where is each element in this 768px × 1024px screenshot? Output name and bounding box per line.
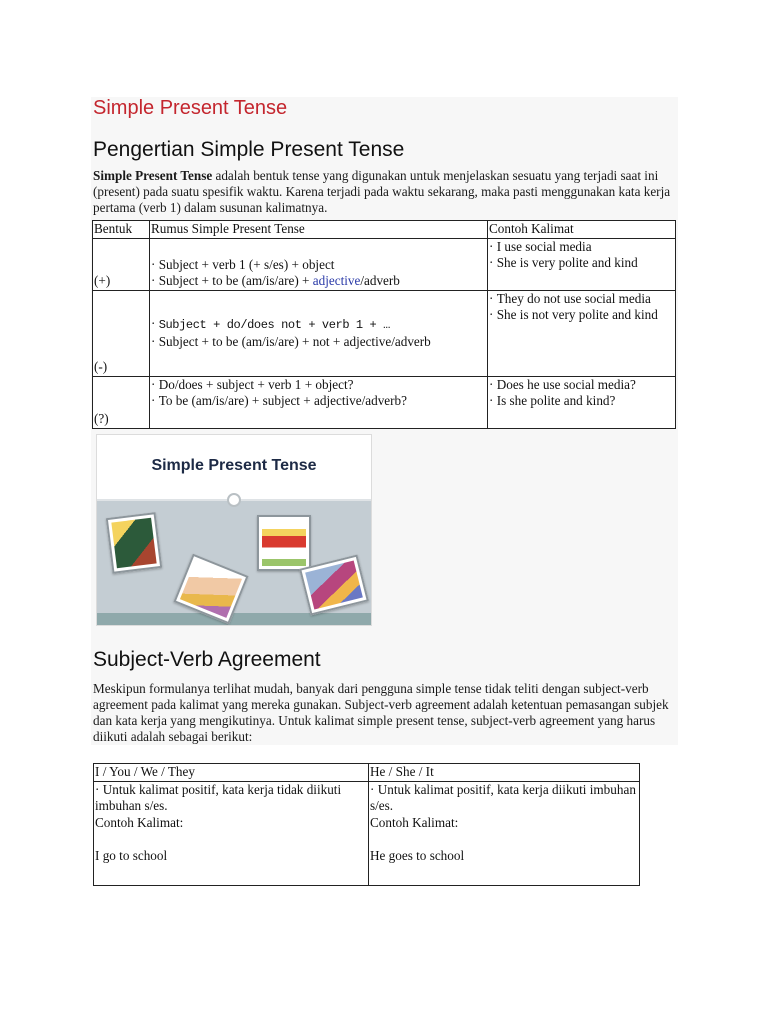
formula-text: Subject + to be (am/is/are) + bbox=[158, 273, 313, 288]
agreement-table bbox=[93, 763, 640, 886]
formula-line: · Do/does + subject + verb 1 + object? bbox=[151, 377, 486, 394]
example-sentence: He goes to school bbox=[370, 848, 465, 863]
example-label: Contoh Kalimat: bbox=[95, 814, 184, 830]
agreement-cell bbox=[369, 781, 640, 885]
agreement-paragraph: Meskipun formulanya terlihat mudah, banyak dari pengguna simple tense tidak teliti dengan subject-verb agreement pada kalimat yang mereka gunakan. Subject-verb agreement adalah ketentuan pemasangan subjek dan kata kerja yang mengikutinya. Untuk kalimat simple present tense, subject-verb agreement yang harus diikuti adalah sebagai berikut: bbox=[93, 681, 669, 744]
example-line: · She is not very polite and kind bbox=[489, 307, 674, 324]
formula-line bbox=[151, 302, 486, 334]
formula-line bbox=[151, 273, 486, 290]
header-singular-subjects: He / She / It bbox=[369, 764, 640, 782]
example-cell bbox=[488, 290, 676, 376]
rule-text: · Untuk kalimat positif, kata kerja tidak diikuti imbuhan s/es. bbox=[95, 782, 367, 815]
formula-cell bbox=[150, 238, 488, 290]
example-line: · She is very polite and kind bbox=[489, 255, 674, 272]
adjective-link[interactable]: adjective bbox=[312, 273, 361, 288]
example-cell bbox=[488, 376, 676, 428]
formula-cell bbox=[150, 290, 488, 376]
intro-paragraph bbox=[93, 168, 673, 216]
table-row bbox=[93, 376, 676, 428]
agreement-heading: Subject-Verb Agreement bbox=[93, 648, 321, 671]
rule-text: · Untuk kalimat positif, kata kerja diikuti imbuhan s/es. bbox=[370, 782, 638, 815]
definition-heading: Pengertian Simple Present Tense bbox=[93, 138, 405, 161]
formula-line: · Subject + verb 1 (+ s/es) + object bbox=[151, 257, 486, 274]
header-rumus: Rumus Simple Present Tense bbox=[150, 221, 488, 239]
table-row bbox=[93, 290, 676, 376]
illustration-image bbox=[96, 434, 372, 626]
example-label: Contoh Kalimat: bbox=[370, 814, 459, 830]
illustration-strip bbox=[97, 613, 371, 625]
example-line: · Is she polite and kind? bbox=[489, 393, 674, 410]
table-header-row bbox=[94, 764, 640, 782]
boy-football-picture bbox=[257, 515, 311, 571]
form-cell: (?) bbox=[93, 376, 150, 428]
table-row bbox=[93, 238, 676, 290]
form-cell: (+) bbox=[93, 238, 150, 290]
boy-studying-picture bbox=[106, 512, 162, 574]
illustration-header bbox=[97, 435, 371, 499]
illustration-title: Simple Present Tense bbox=[151, 457, 317, 474]
example-line: · They do not use social media bbox=[489, 291, 674, 308]
agreement-cell bbox=[94, 781, 369, 885]
example-line: · Does he use social media? bbox=[489, 377, 674, 394]
example-sentence: I go to school bbox=[95, 848, 168, 863]
formula-text: Subject + do/does not + verb 1 + … bbox=[158, 318, 390, 332]
intro-term: Simple Present Tense bbox=[93, 168, 213, 183]
formula-line: · To be (am/is/are) + subject + adjective/adverb? bbox=[151, 393, 486, 410]
table-header-row bbox=[93, 221, 676, 239]
example-line: · I use social media bbox=[489, 239, 674, 256]
header-plural-subjects: I / You / We / They bbox=[94, 764, 369, 782]
header-bentuk: Bentuk bbox=[93, 221, 150, 239]
formula-line: · Subject + to be (am/is/are) + not + adjective/adverb bbox=[151, 334, 486, 351]
example-cell bbox=[488, 238, 676, 290]
section-title: Simple Present Tense bbox=[93, 97, 288, 119]
circle-icon bbox=[227, 493, 241, 507]
header-contoh: Contoh Kalimat bbox=[488, 221, 676, 239]
intro-text: adalah bentuk tense yang digunakan untuk menjelaskan sesuatu yang terjadi saat ini (present) pada suatu spesifik waktu. Karena terjadi pada waktu sekarang, maka pasti menggunakan kata kerja pertama (verb 1) dalam susunan kalimatnya. bbox=[93, 168, 671, 215]
table-row bbox=[94, 781, 640, 885]
formula-text: /adverb bbox=[360, 273, 400, 288]
formula-table bbox=[92, 220, 676, 429]
form-cell: (-) bbox=[93, 290, 150, 376]
formula-cell bbox=[150, 376, 488, 428]
